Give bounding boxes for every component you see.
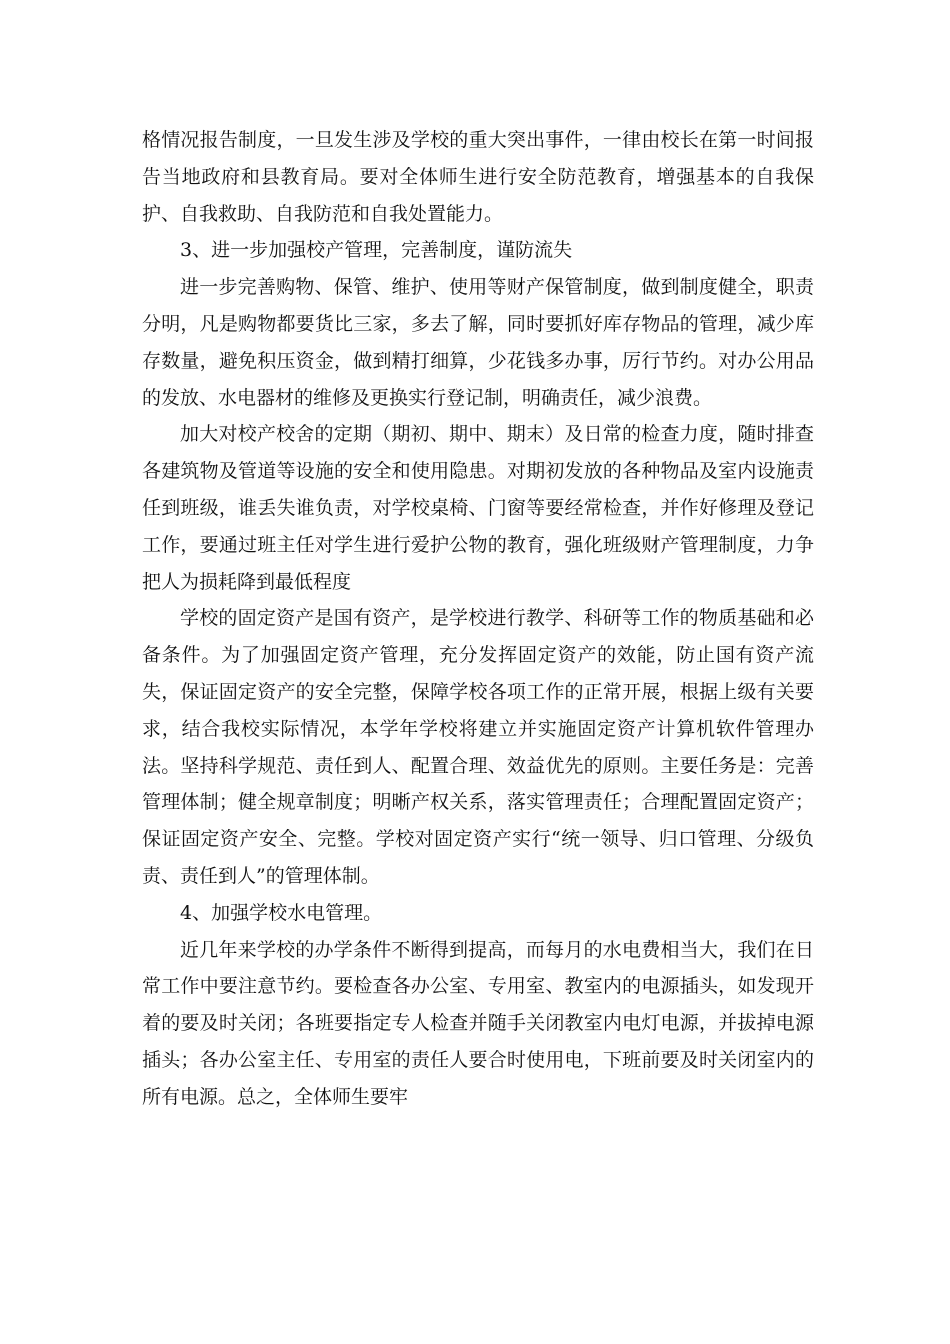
section-heading-4: 4、加强学校水电管理。 (180, 901, 383, 924)
paragraph-utilities: 近几年来学校的办学条件不断得到提高，而每月的水电费相当大，我们在日常工作中要注意节约。要检查各办公室、专用室、教室内的电源插头，如发现开着的要及时关闭；各班要指定专人检查并随手关闭教室内电灯电源，并拔掉电源插头；各办公室主任、专用室的责任人要合时使用电，下班前要及时关闭室内的所有电源。总之，全体师生要牢 (142, 938, 814, 1108)
document-body (142, 122, 814, 1116)
section-heading-3: 3、进一步加强校产管理，完善制度，谨防流失 (180, 239, 573, 262)
paragraph-property-rules: 进一步完善购物、保管、维护、使用等财产保管制度，做到制度健全，职责分明，凡是购物都要货比三家，多去了解，同时要抓好库存物品的管理，减少库存数量，避免积压资金，做到精打细算，少花钱多办事，厉行节约。对办公用品的发放、水电器材的维修及更换实行登记制，明确责任，减少浪费。 (142, 276, 814, 409)
paragraph-inspection: 加大对校产校舍的定期（期初、期中、期末）及日常的检查力度，随时排查各建筑物及管道等设施的安全和使用隐患。对期初发放的各种物品及室内设施责任到班级，谁丢失谁负责，对学校桌椅、门窗等要经常检查，并作好修理及登记工作，要通过班主任对学生进行爱护公物的教育，强化班级财产管理制度，力争把人为损耗降到最低程度 (142, 423, 814, 593)
paragraph-fixed-assets: 学校的固定资产是国有资产，是学校进行教学、科研等工作的物质基础和必备条件。为了加强固定资产管理，充分发挥固定资产的效能，防止国有资产流失，保证固定资产的安全完整，保障学校各项工作的正常开展，根据上级有关要求，结合我校实际情况，本学年学校将建立并实施固定资产计算机软件管理办法。坚持科学规范、责任到人、配置合理、效益优先的原则。主要任务是：完善管理体制；健全规章制度；明晰产权关系，落实管理责任；合理配置固定资产；保证固定资产安全、完整。学校对固定资产实行“统一领导、归口管理、分级负责、责任到人”的管理体制。 (142, 607, 814, 887)
paragraph-continued: 格情况报告制度，一旦发生涉及学校的重大突出事件，一律由校长在第一时间报告当地政府和县教育局。要对全体师生进行安全防范教育，增强基本的自我保护、自我救助、自我防范和自我处置能力。 (142, 129, 814, 225)
